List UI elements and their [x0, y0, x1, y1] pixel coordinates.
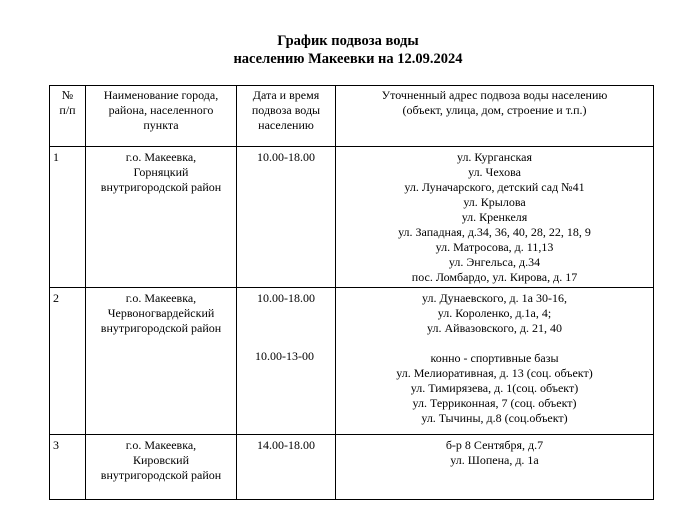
- header-number: [50, 86, 86, 147]
- header-text: (объект, улица, дом, строение и т.п.): [402, 103, 587, 117]
- address-line: конно - спортивные базы: [430, 351, 559, 365]
- place-line: г.о. Макеевка,: [125, 438, 197, 452]
- address-line: ул. Айвазовского, д. 21, 40: [427, 321, 562, 335]
- address-line: ул. Тычины, д.8 (соц.объект): [421, 411, 568, 425]
- place-line: г.о. Макеевка,: [125, 150, 197, 164]
- place-line: внутригородской район: [100, 321, 222, 335]
- row-time: [237, 147, 336, 288]
- row-time: [237, 435, 336, 500]
- row-time: [237, 288, 336, 435]
- address-line: ул. Кренкеля: [461, 210, 528, 224]
- place-line: Червоногвардейский: [107, 306, 215, 320]
- row-number: 3: [50, 435, 86, 500]
- place-line: внутригородской район: [100, 468, 222, 482]
- address-line: пос. Ломбардо, ул. Кирова, д. 17: [411, 270, 578, 284]
- table-row: [50, 288, 654, 435]
- row-number: 2: [50, 288, 86, 435]
- header-place: [86, 86, 237, 147]
- time-value: 10.00-18.00: [257, 291, 315, 305]
- row-address: [336, 288, 654, 435]
- time-value: 14.00-18.00: [257, 438, 315, 452]
- header-text: п/п: [59, 103, 76, 117]
- water-schedule-table: [49, 85, 654, 500]
- address-line: ул. Луначарского, детский сад №41: [404, 180, 585, 194]
- address-line: ул. Тимирязева, д. 1(соц. объект): [410, 381, 579, 395]
- document-subtitle: населению Макеевки на 12.09.2024: [233, 51, 463, 67]
- row-place: [86, 288, 237, 435]
- place-line: Горняцкий: [133, 165, 189, 179]
- row-place: [86, 147, 237, 288]
- address-line: ул. Энгельса, д.34: [448, 255, 541, 269]
- address-line: ул. Крылова: [463, 195, 526, 209]
- address-line: ул. Матросова, д. 11,13: [435, 240, 554, 254]
- table-row: [50, 435, 654, 500]
- header-address: [336, 86, 654, 147]
- place-line: внутригородской район: [100, 180, 222, 194]
- time-value-secondary: 10.00-13-00: [255, 349, 314, 363]
- header-text: пункта: [143, 118, 179, 132]
- row-place: [86, 435, 237, 500]
- address-line: б-р 8 Сентября, д.7: [445, 438, 544, 452]
- place-line: г.о. Макеевка,: [125, 291, 197, 305]
- header-text: Дата и время: [252, 88, 320, 102]
- table-row: [50, 147, 654, 288]
- address-spacer: [339, 336, 650, 351]
- address-line: ул. Западная, д.34, 36, 40, 28, 22, 18, 9: [398, 225, 591, 239]
- address-line: ул. Дунаевского, д. 1а 30-16,: [422, 291, 567, 305]
- header-text: Наименование города,: [103, 88, 219, 102]
- place-line: Кировский: [132, 453, 190, 467]
- address-line: ул. Мелиоративная, д. 13 (соц. объект): [396, 366, 593, 380]
- address-line: ул. Курганская: [456, 150, 533, 164]
- row-address: [336, 147, 654, 288]
- table-header-row: [50, 86, 654, 147]
- row-address: [336, 435, 654, 500]
- time-value: 10.00-18.00: [257, 150, 315, 164]
- row-number: 1: [50, 147, 86, 288]
- address-line: ул. Терриконная, 7 (соц. объект): [412, 396, 577, 410]
- header-time: [237, 86, 336, 147]
- header-text: подвоза воды: [251, 103, 321, 117]
- document-title: График подвоза воды: [277, 33, 419, 49]
- address-line: ул. Чехова: [468, 165, 521, 179]
- header-text: Уточненный адрес подвоза воды населению: [381, 88, 608, 102]
- address-line: ул. Шопена, д. 1а: [450, 453, 539, 467]
- address-line: ул. Короленко, д.1а, 4;: [437, 306, 552, 320]
- header-text: №: [61, 88, 74, 102]
- header-text: населению: [258, 118, 314, 132]
- header-text: района, населенного: [108, 103, 214, 117]
